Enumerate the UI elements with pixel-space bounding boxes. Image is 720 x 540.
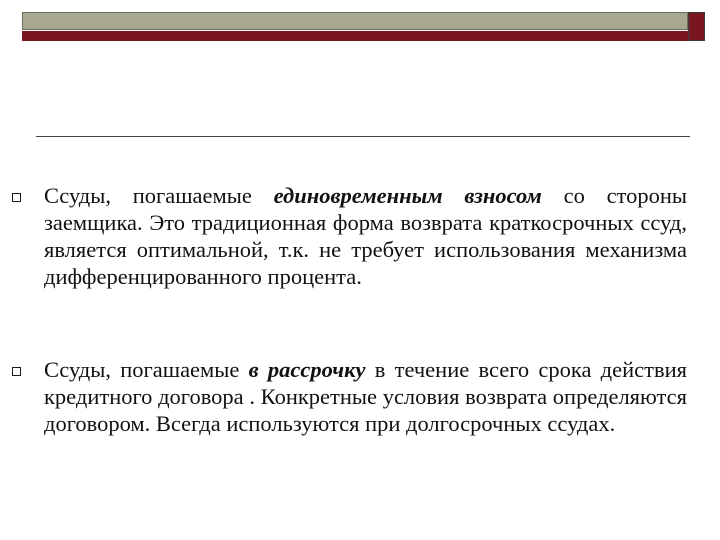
title-divider xyxy=(36,136,690,137)
bullet-square-icon xyxy=(12,193,21,202)
header-corner-box xyxy=(688,12,705,41)
bullet-square-icon xyxy=(12,367,21,376)
bullet-item-1 xyxy=(44,182,687,290)
bullet-item-2-text-after: в течение всего срока действия кредитного договора . Конкретные условия возврата определяются договором. Всегда используются при долгосрочных ссудах. xyxy=(44,357,687,436)
bullet-item-1-text-before: Ссуды, погашаемые xyxy=(44,183,274,208)
bullet-item-1-text-after: со стороны заемщика. Это традиционная форма возврата краткосрочных ссуд, является оптимальной, т.к. не требует использования механизма дифференцированного процента. xyxy=(44,183,687,289)
bullet-item-2-text-before: Ссуды, погашаемые xyxy=(44,357,249,382)
bullet-item-1-emphasis: единовременным взносом xyxy=(273,183,542,208)
header-bar-top xyxy=(22,12,688,30)
bullet-item-2 xyxy=(44,356,687,437)
header-bar-accent xyxy=(22,31,688,41)
bullet-item-2-emphasis: в рассрочку xyxy=(248,357,366,382)
